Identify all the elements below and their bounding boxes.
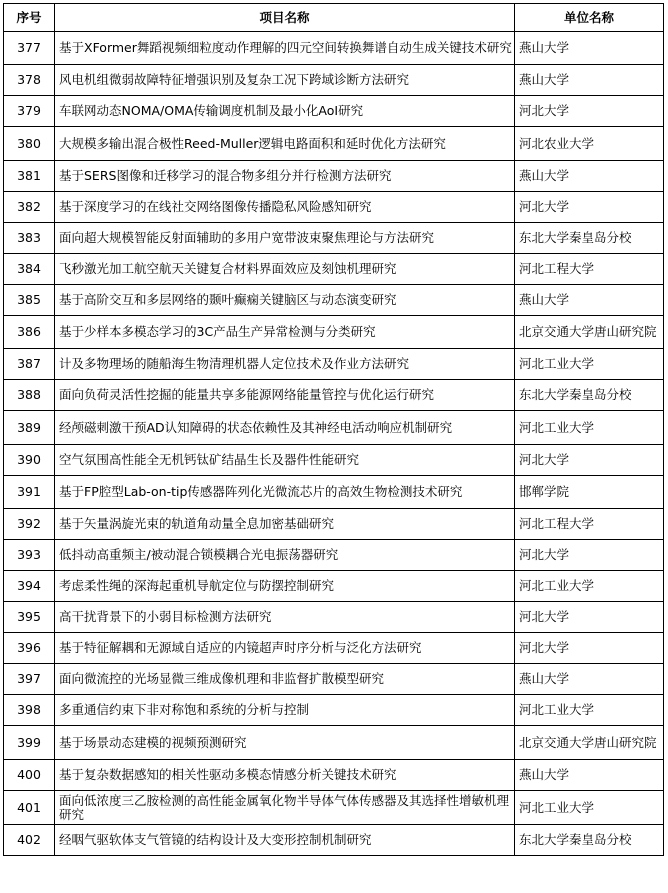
- cell-no: 390: [4, 445, 55, 476]
- table-row: [4, 602, 664, 633]
- cell-project-name: 面向超大规模智能反射面辅助的多用户宽带波束聚焦理论与方法研究: [55, 223, 515, 254]
- table-row: [4, 316, 664, 349]
- cell-project-name: 基于XFormer舞蹈视频细粒度动作理解的四元空间转换舞谱自动生成关键技术研究: [55, 32, 515, 65]
- cell-unit-name: 燕山大学: [515, 760, 664, 791]
- cell-no: 388: [4, 380, 55, 411]
- cell-no: 397: [4, 664, 55, 695]
- table-row: [4, 476, 664, 509]
- cell-project-name: 基于FP腔型Lab-on-tip传感器阵列化光微流芯片的高效生物检测技术研究: [55, 476, 515, 509]
- cell-no: 402: [4, 825, 55, 856]
- cell-unit-name: 河北大学: [515, 96, 664, 127]
- cell-project-name: 高干扰背景下的小弱目标检测方法研究: [55, 602, 515, 633]
- table-row: [4, 791, 664, 825]
- cell-unit-name: 北京交通大学唐山研究院: [515, 316, 664, 349]
- cell-no: 384: [4, 254, 55, 285]
- table-row: [4, 127, 664, 161]
- table-row: [4, 571, 664, 602]
- table-row: [4, 633, 664, 664]
- cell-project-name: 大规模多输出混合极性Reed-Muller逻辑电路面积和延时优化方法研究: [55, 127, 515, 161]
- cell-project-name: 基于特征解耦和无源域自适应的内镜超声时序分析与泛化方法研究: [55, 633, 515, 664]
- cell-no: 386: [4, 316, 55, 349]
- cell-project-name: 基于少样本多模态学习的3C产品生产异常检测与分类研究: [55, 316, 515, 349]
- cell-unit-name: 东北大学秦皇岛分校: [515, 380, 664, 411]
- cell-unit-name: 河北工业大学: [515, 349, 664, 380]
- cell-project-name: 基于深度学习的在线社交网络图像传播隐私风险感知研究: [55, 192, 515, 223]
- table-body: [4, 32, 664, 856]
- cell-project-name: 面向负荷灵活性挖掘的能量共享多能源网络能量管控与优化运行研究: [55, 380, 515, 411]
- cell-unit-name: 河北工程大学: [515, 509, 664, 540]
- header-no: 序号: [4, 4, 55, 32]
- cell-no: 396: [4, 633, 55, 664]
- cell-unit-name: 邯郸学院: [515, 476, 664, 509]
- cell-project-name: 飞秒激光加工航空航天关键复合材料界面效应及刻蚀机理研究: [55, 254, 515, 285]
- cell-no: 387: [4, 349, 55, 380]
- cell-unit-name: 燕山大学: [515, 161, 664, 192]
- cell-unit-name: 河北大学: [515, 192, 664, 223]
- cell-no: 398: [4, 695, 55, 726]
- cell-project-name: 风电机组微弱故障特征增强识别及复杂工况下跨域诊断方法研究: [55, 65, 515, 96]
- cell-no: 379: [4, 96, 55, 127]
- cell-no: 385: [4, 285, 55, 316]
- header-row: [4, 4, 664, 32]
- cell-no: 392: [4, 509, 55, 540]
- table-row: [4, 96, 664, 127]
- cell-no: 400: [4, 760, 55, 791]
- cell-no: 380: [4, 127, 55, 161]
- cell-no: 381: [4, 161, 55, 192]
- cell-project-name: 车联网动态NOMA/OMA传输调度机制及最小化AoI研究: [55, 96, 515, 127]
- cell-no: 391: [4, 476, 55, 509]
- cell-unit-name: 河北工业大学: [515, 571, 664, 602]
- cell-no: 393: [4, 540, 55, 571]
- cell-no: 401: [4, 791, 55, 825]
- cell-project-name: 考虑柔性绳的深海起重机导航定位与防摆控制研究: [55, 571, 515, 602]
- header-unit-name: 单位名称: [515, 4, 664, 32]
- cell-no: 383: [4, 223, 55, 254]
- cell-project-name: 经颅磁刺激干预AD认知障碍的状态依赖性及其神经电活动响应机制研究: [55, 411, 515, 445]
- cell-project-name: 空气氛围高性能全无机钙钛矿结晶生长及器件性能研究: [55, 445, 515, 476]
- cell-project-name: 基于场景动态建模的视频预测研究: [55, 726, 515, 760]
- table-row: [4, 825, 664, 856]
- cell-no: 378: [4, 65, 55, 96]
- table-row: [4, 726, 664, 760]
- table-row: [4, 285, 664, 316]
- cell-project-name: 计及多物理场的随船海生物清理机器人定位技术及作业方法研究: [55, 349, 515, 380]
- table-row: [4, 695, 664, 726]
- cell-unit-name: 河北大学: [515, 540, 664, 571]
- cell-project-name: 基于高阶交互和多层网络的颞叶癫痫关键脑区与动态演变研究: [55, 285, 515, 316]
- cell-project-name: 经咽气驱软体支气管镜的结构设计及大变形控制机制研究: [55, 825, 515, 856]
- cell-unit-name: 燕山大学: [515, 285, 664, 316]
- table-row: [4, 380, 664, 411]
- cell-project-name: 基于SERS图像和迁移学习的混合物多组分并行检测方法研究: [55, 161, 515, 192]
- cell-unit-name: 东北大学秦皇岛分校: [515, 825, 664, 856]
- table-row: [4, 65, 664, 96]
- table-row: [4, 540, 664, 571]
- table-row: [4, 192, 664, 223]
- project-table: [3, 3, 664, 856]
- cell-no: 382: [4, 192, 55, 223]
- cell-project-name: 面向低浓度三乙胺检测的高性能金属氧化物半导体气体传感器及其选择性增敏机理研究: [55, 791, 515, 825]
- cell-unit-name: 河北大学: [515, 633, 664, 664]
- table-row: [4, 32, 664, 65]
- cell-no: 389: [4, 411, 55, 445]
- cell-unit-name: 河北大学: [515, 445, 664, 476]
- cell-unit-name: 河北工业大学: [515, 695, 664, 726]
- table-row: [4, 223, 664, 254]
- table-row: [4, 760, 664, 791]
- header-project-name: 项目名称: [55, 4, 515, 32]
- cell-no: 377: [4, 32, 55, 65]
- cell-project-name: 多重通信约束下非对称饱和系统的分析与控制: [55, 695, 515, 726]
- cell-no: 394: [4, 571, 55, 602]
- cell-project-name: 基于复杂数据感知的相关性驱动多模态情感分析关键技术研究: [55, 760, 515, 791]
- cell-unit-name: 河北农业大学: [515, 127, 664, 161]
- table-row: [4, 161, 664, 192]
- cell-unit-name: 东北大学秦皇岛分校: [515, 223, 664, 254]
- cell-unit-name: 燕山大学: [515, 65, 664, 96]
- cell-project-name: 面向微流控的光场显微三维成像机理和非监督扩散模型研究: [55, 664, 515, 695]
- cell-unit-name: 河北工业大学: [515, 791, 664, 825]
- cell-no: 395: [4, 602, 55, 633]
- cell-unit-name: 北京交通大学唐山研究院: [515, 726, 664, 760]
- table-row: [4, 664, 664, 695]
- cell-no: 399: [4, 726, 55, 760]
- table-row: [4, 349, 664, 380]
- cell-project-name: 低抖动高重频主/被动混合锁模耦合光电振荡器研究: [55, 540, 515, 571]
- table-row: [4, 509, 664, 540]
- table-row: [4, 411, 664, 445]
- table-row: [4, 445, 664, 476]
- cell-project-name: 基于矢量涡旋光束的轨道角动量全息加密基础研究: [55, 509, 515, 540]
- cell-unit-name: 河北工程大学: [515, 254, 664, 285]
- cell-unit-name: 燕山大学: [515, 664, 664, 695]
- cell-unit-name: 燕山大学: [515, 32, 664, 65]
- cell-unit-name: 河北工业大学: [515, 411, 664, 445]
- cell-unit-name: 河北大学: [515, 602, 664, 633]
- table-row: [4, 254, 664, 285]
